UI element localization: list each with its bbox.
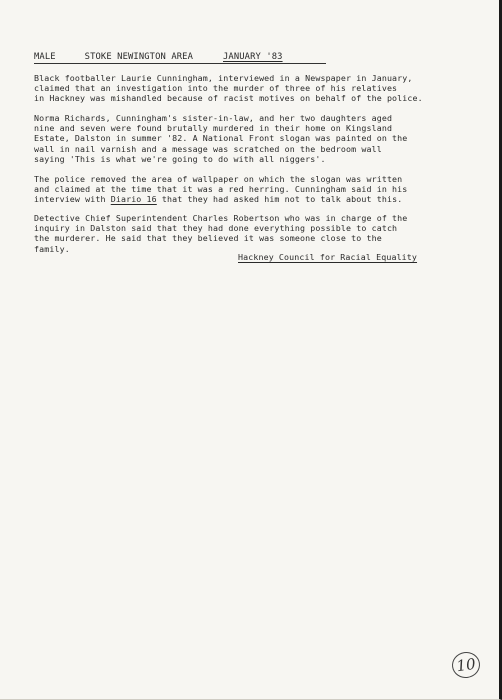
paragraph-2: Norma Richards, Cunningham's sister-in-law, and her two daughters aged nine and seven were found brutally murdered in their home on Kingsland Estate, Dalston in summer '82. A National Front slogan was painted on the wall in nail varnish and a message was scratched on the bedroom wall saying 'This is what we're going to do with all niggers'. — [34, 113, 408, 164]
document-header — [34, 52, 283, 62]
paragraph-4: Detective Chief Superintendent Charles Robertson who was in charge of the inquiry in Dalston said that they had done everything possible to catch the murderer. He said that they believed it was someone close to the family. — [34, 213, 408, 254]
header-underline — [34, 63, 326, 64]
handwritten-page-number: 10 — [450, 650, 481, 680]
paragraph-3 — [34, 174, 496, 205]
paragraph-1: Black footballer Laurie Cunningham, interviewed in a Newspaper in January, claimed that an investigation into the murder of three of his relatives in Hackney was mishandled because of racist motives on behalf of the police. — [34, 73, 423, 104]
paragraph-3-line-3-start: interview with — [34, 194, 111, 205]
newspaper-title: Diario 16 — [110, 194, 157, 205]
paragraph-3-line-3-end: that they had asked him not to talk about this. — [156, 194, 403, 205]
header-area: STOKE NEWINGTON AREA — [84, 52, 193, 62]
header-category: MALE — [34, 52, 56, 62]
paragraph-3-line-1: The police removed the area of wallpaper on which the slogan was written — [34, 174, 403, 184]
signature-organisation: Hackney Council for Racial Equality — [238, 252, 418, 262]
header-date: JANUARY '83 — [223, 52, 283, 62]
paragraph-3-line-2: and claimed at the time that it was a red herring. Cunningham said in his — [34, 184, 408, 195]
